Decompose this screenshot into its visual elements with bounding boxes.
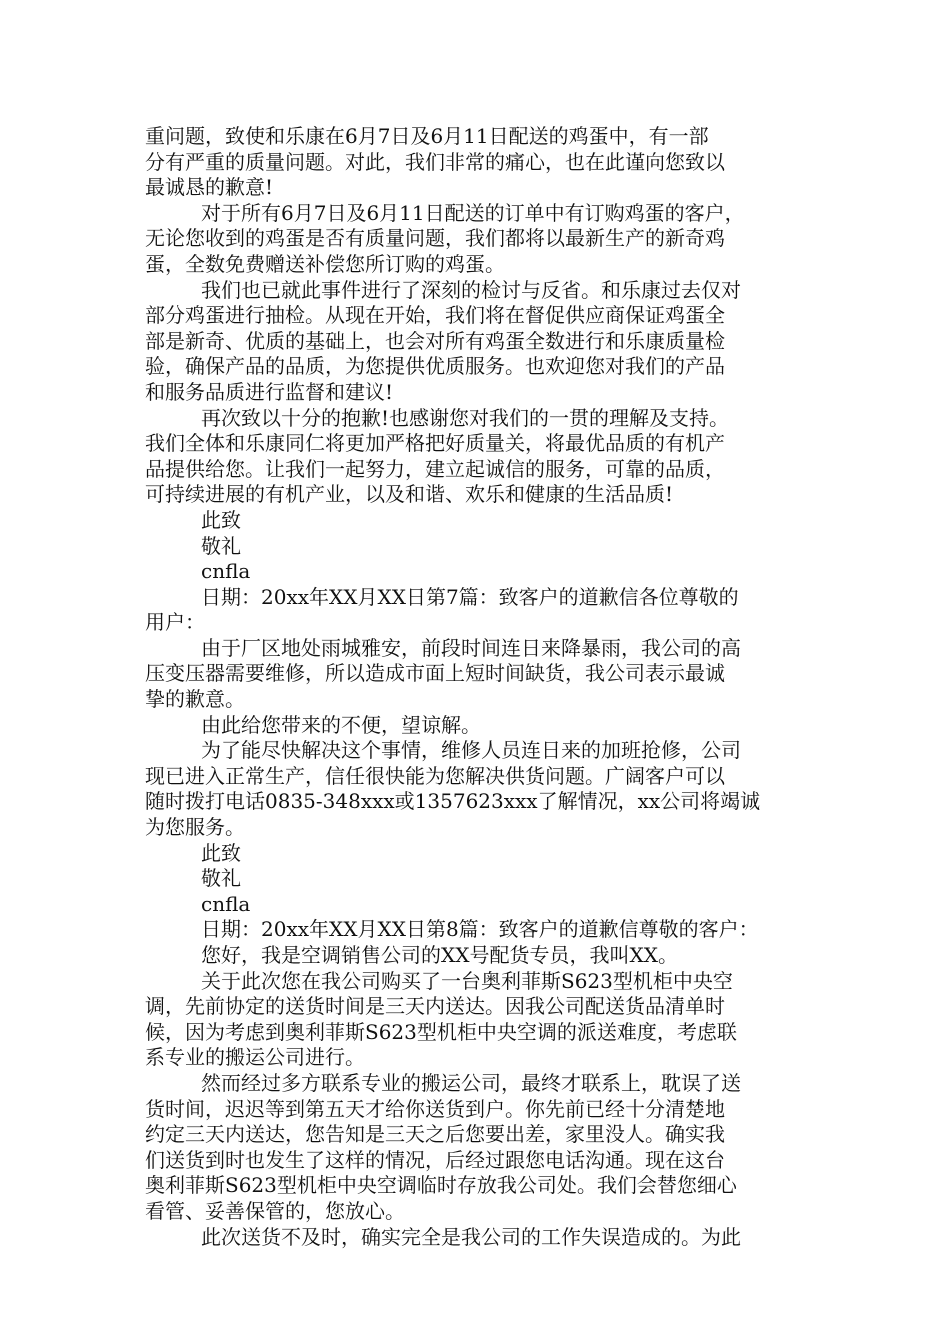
- text-line: 由此给您带来的不便，望谅解。: [201, 712, 481, 737]
- text-line: 调，先前协定的送货时间是三天内送达。因我公司配送货品清单时: [145, 994, 725, 1019]
- date-line: 日期：20xx年XX月XX日第8篇：致客户的道歉信尊敬的客户：: [201, 917, 759, 942]
- text-line: 和服务品质进行监督和建议!: [145, 379, 394, 404]
- text-line: 为您服务。: [145, 815, 245, 840]
- text-line: 最诚恳的歉意!: [145, 175, 274, 200]
- text-line: 我们全体和乐康同仁将更加严格把好质量关，将最优品质的有机产: [145, 431, 725, 456]
- text-line: 然而经过多方联系专业的搬运公司，最终才联系上，耽误了送: [201, 1070, 741, 1095]
- text-line: 现已进入正常生产，信任很快能为您解决供货问题。广阔客户可以: [145, 763, 725, 788]
- text-line: 分有严重的质量问题。对此，我们非常的痛心，也在此谨向您致以: [145, 149, 725, 174]
- closing-line: 敬礼: [201, 533, 241, 558]
- text-line: 约定三天内送达，您告知是三天之后您要出差，家里没人。确实我: [145, 1122, 725, 1147]
- text-line: 候，因为考虑到奥利菲斯S623型机柜中央空调的派送难度，考虑联: [145, 1019, 737, 1044]
- date-line: 日期：20xx年XX月XX日第7篇：致客户的道歉信各位尊敬的: [201, 584, 739, 609]
- closing-line: 此致: [201, 507, 241, 532]
- text-line: 挚的歉意。: [145, 687, 245, 712]
- closing-line: 敬礼: [201, 866, 241, 891]
- text-line: 重问题，致使和乐康在6月7日及6月11日配送的鸡蛋中，有一部: [145, 124, 709, 148]
- text-line: 部分鸡蛋进行抽检。从现在开始，我们将在督促供应商保证鸡蛋全: [145, 303, 725, 328]
- text-line: 品提供给您。让我们一起努力，建立起诚信的服务，可靠的品质，: [145, 456, 725, 481]
- text-line: 为了能尽快解决这个事情，维修人员连日来的加班抢修，公司: [201, 738, 741, 763]
- signature-line: cnfla: [201, 559, 251, 584]
- text-line: 们送货到时也发生了这样的情况，后经过跟您电话沟通。现在这台: [145, 1147, 725, 1172]
- text-line: 看管、妥善保管的，您放心。: [145, 1198, 405, 1223]
- text-line: 压变压器需要维修，所以造成市面上短时间缺货，我公司表示最诚: [145, 661, 725, 686]
- text-line: 对于所有6月7日及6月11日配送的订单中有订购鸡蛋的客户，: [201, 200, 745, 225]
- letter-body: [145, 124, 811, 1250]
- text-line: 用户：: [145, 610, 205, 635]
- text-line: 蛋，全数免费赠送补偿您所订购的鸡蛋。: [145, 251, 505, 276]
- text-line: 系专业的搬运公司进行。: [145, 1045, 365, 1070]
- text-line: 由于厂区地处雨城雅安，前段时间连日来降暴雨，我公司的高: [201, 635, 741, 660]
- text-line: 您好，我是空调销售公司的XX号配货专员，我叫XX。: [201, 943, 678, 967]
- text-line: 此次送货不及时，确实完全是我公司的工作失误造成的。为此: [201, 1224, 741, 1249]
- text-line: 再次致以十分的抱歉!也感谢您对我们的一贯的理解及支持。: [201, 405, 730, 430]
- text-line: 我们也已就此事件进行了深刻的检讨与反省。和乐康过去仅对: [201, 277, 741, 302]
- text-line: 关于此次您在我公司购买了一台奥利菲斯S623型机柜中央空: [201, 968, 733, 993]
- closing-line: 此致: [201, 840, 241, 865]
- text-line: 验，确保产品的品质，为您提供优质服务。也欢迎您对我们的产品: [145, 354, 725, 379]
- signature-line: cnfla: [201, 891, 251, 916]
- text-line: 可持续进展的有机产业，以及和谐、欢乐和健康的生活品质!: [145, 482, 674, 507]
- text-line: 部是新奇、优质的基础上，也会对所有鸡蛋全数进行和乐康质量检: [145, 328, 725, 353]
- text-line: 随时拨打电话0835-348xxx或1357623xxx了解情况，xx公司将竭诚: [145, 789, 761, 814]
- text-line: 货时间，迟迟等到第五天才给你送货到户。你先前已经十分清楚地: [145, 1096, 725, 1121]
- text-line: 奥利菲斯S623型机柜中央空调临时存放我公司处。我们会替您细心: [145, 1173, 737, 1198]
- text-line: 无论您收到的鸡蛋是否有质量问题，我们都将以最新生产的新奇鸡: [145, 226, 725, 251]
